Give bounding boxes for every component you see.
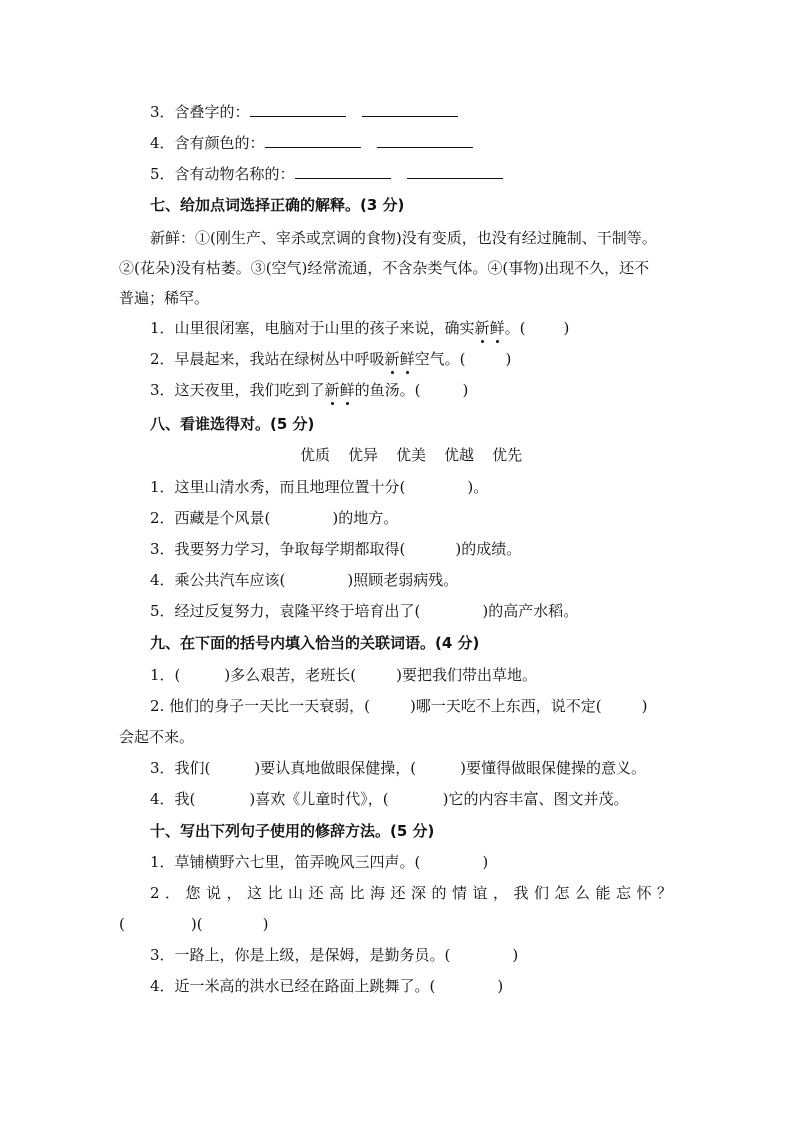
s9-question-3: 3．我们( )要认真地做眼保健操，( )要懂得做眼保健操的意义。: [150, 759, 646, 777]
s7-question-3: 3．这天夜里，我们吃到了新鲜的鱼汤。( ): [150, 381, 469, 399]
word-bank-item: 优异: [348, 446, 379, 464]
s9-question-4: 4．我( )喜欢《儿童时代》，( )它的内容丰富、图文并茂。: [150, 790, 629, 808]
word-bank: [300, 445, 540, 465]
s6-item-4: 4．含有颜色的：: [150, 133, 473, 153]
s7-definition-line-3: 普遍；稀罕。: [119, 289, 210, 307]
answer-blank[interactable]: [250, 102, 346, 117]
s6-item-3: 3．含叠字的：: [150, 102, 458, 122]
dotted-char: 新: [384, 350, 400, 368]
s10-question-1: 1．草铺横野六七里，笛弄晚风三四声。( ): [150, 853, 489, 871]
s10-question-2-cont: ( )( ): [119, 915, 269, 933]
s10-question-4: 4．近一米高的洪水已经在路面上跳舞了。( ): [150, 977, 504, 995]
s8-question-4: 4．乘公共汽车应该( )照顾老弱病残。: [150, 571, 459, 589]
s8-question-5: 5．经过反复努力，袁隆平终于培育出了( )的高产水稻。: [150, 602, 579, 620]
s6-item-5: 5．含有动物名称的：: [150, 164, 503, 184]
s8-question-3: 3．我要努力学习，争取每学期都取得( )的成绩。: [150, 540, 522, 558]
s7-question-2: 2．早晨起来，我站在绿树丛中呼吸新鲜空气。( ): [150, 350, 512, 368]
s9-question-2: 2. 他们的身子一天比一天衰弱，( )哪一天吃不上东西，说不定( ): [150, 697, 648, 715]
answer-blank[interactable]: [377, 133, 473, 148]
answer-blank[interactable]: [407, 164, 503, 179]
section-8-title: 八、看谁选得对。(5 分): [150, 415, 315, 433]
word-bank-item: 优美: [396, 446, 427, 464]
s7-definition-line-1: 新鲜：①(刚生产、宰杀或烹调的食物)没有变质，也没有经过腌制、干制等。: [150, 229, 657, 247]
dotted-char: 新: [474, 319, 490, 337]
s8-question-2: 2．西藏是个风景( )的地方。: [150, 509, 399, 527]
s7-definition-line-2: ②(花朵)没有枯萎。③(空气)经常流通，不含杂类气体。④(事物)出现不久，还不: [119, 259, 650, 277]
word-bank-item: 优先: [492, 446, 523, 464]
answer-blank[interactable]: [265, 133, 361, 148]
dotted-char: 鲜: [489, 319, 505, 337]
s8-question-1: 1．这里山清水秀，而且地理位置十分( )。: [150, 478, 489, 496]
word-bank-item: 优越: [444, 446, 475, 464]
s10-question-3: 3．一路上，你是上级，是保姆，是勤务员。( ): [150, 946, 519, 964]
section-7-title: 七、给加点词选择正确的解释。(3 分): [150, 196, 405, 214]
dotted-char: 鲜: [339, 381, 355, 399]
s9-question-1: 1．( )多么艰苦，老班长( )要把我们带出草地。: [150, 666, 537, 684]
s7-question-1: 1．山里很闭塞，电脑对于山里的孩子来说，确实新鲜。( ): [150, 319, 570, 337]
section-10-title: 十、写出下列句子使用的修辞方法。(5 分): [150, 822, 435, 840]
dotted-char: 新: [324, 381, 340, 399]
answer-blank[interactable]: [295, 164, 391, 179]
dotted-char: 鲜: [399, 350, 415, 368]
answer-blank[interactable]: [362, 102, 458, 117]
s10-question-2: 2．您说，这比山还高比海还深的情谊，我们怎么能忘怀？: [150, 884, 678, 902]
s9-question-2-cont: 会起不来。: [119, 728, 195, 746]
section-9-title: 九、在下面的括号内填入恰当的关联词语。(4 分): [150, 634, 480, 652]
word-bank-item: 优质: [300, 446, 331, 464]
